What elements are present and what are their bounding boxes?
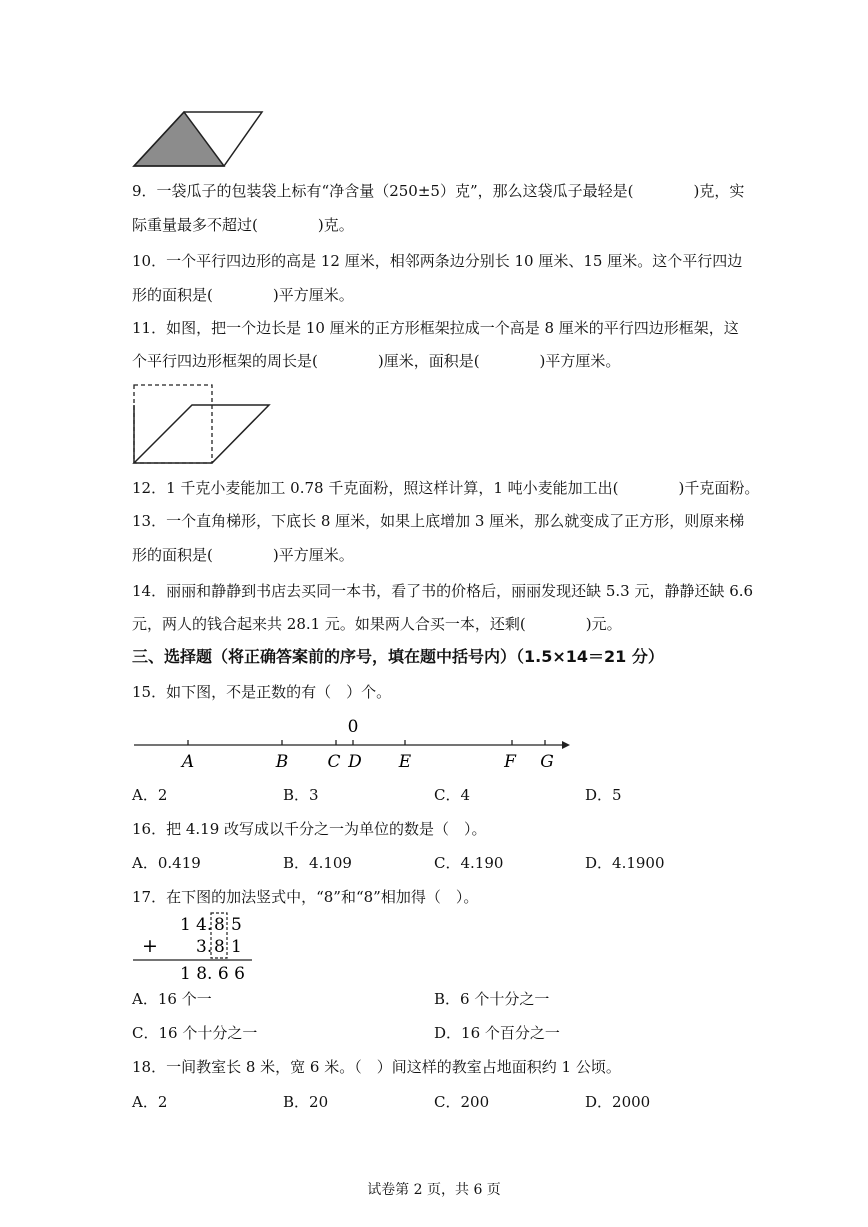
parallelogram-triangle-figure: [130, 108, 265, 170]
q17-option-b[interactable]: B．6 个十分之一: [434, 990, 550, 1008]
q14-line1: 14．丽丽和静静到书店去买同一本书，看了书的价格后，丽丽发现还缺 5.3 元，静静还缺 6.6: [132, 582, 754, 600]
q16-option-c[interactable]: C．4.190: [434, 854, 504, 872]
label-D: D: [348, 752, 362, 772]
q13-line2: 形的面积是( )平方厘米。: [132, 546, 354, 564]
label-A: A: [181, 752, 195, 772]
q17-stem: 17．在下图的加法竖式中，“8”和“8”相加得（ ）。: [132, 888, 479, 906]
plus-sign: +: [142, 935, 158, 957]
number-line: [130, 712, 575, 774]
q17-option-a[interactable]: A．16 个一: [132, 990, 212, 1008]
q15-option-c[interactable]: C．4: [434, 786, 471, 804]
row2-digit-3: 3.: [196, 937, 213, 957]
row1-digit-5: 5: [231, 915, 242, 935]
sum-result: 1 8. 6 6: [180, 964, 245, 984]
q15-option-a[interactable]: A．2: [132, 786, 168, 804]
row2-digit-8: 8: [214, 937, 225, 957]
label-E: E: [398, 752, 412, 772]
q17-option-d[interactable]: D．16 个百分之一: [434, 1024, 560, 1042]
q17-option-c[interactable]: C．16 个十分之一: [132, 1024, 258, 1042]
q11-line1: 11．如图，把一个边长是 10 厘米的正方形框架拉成一个高是 8 厘米的平行四边形框架，这: [132, 319, 739, 337]
q13-line1: 13．一个直角梯形，下底长 8 厘米，如果上底增加 3 厘米，那么就变成了正方形，则原来梯: [132, 512, 745, 530]
number-line-arrow: [562, 741, 570, 749]
q15-option-b[interactable]: B．3: [283, 786, 319, 804]
q18-stem: 18．一间教室长 8 米，宽 6 米。（ ）间这样的教室占地面积约 1 公顷。: [132, 1058, 621, 1076]
section-3-heading: 三、选择题（将正确答案前的序号，填在题中括号内）（1.5×14＝21 分）: [132, 647, 664, 666]
row2-digit-1: 1: [231, 937, 242, 957]
label-F: F: [504, 752, 516, 772]
q16-option-b[interactable]: B．4.109: [283, 854, 352, 872]
q9-line2: 际重量最多不超过( )克。: [132, 216, 354, 234]
square-to-parallelogram-figure: [132, 383, 272, 468]
q18-option-b[interactable]: B．20: [283, 1093, 329, 1111]
page-footer: 试卷第 2 页，共 6 页: [367, 1182, 501, 1198]
row1-digit-1: 1: [180, 915, 191, 935]
parallelogram-outline: [134, 405, 269, 463]
q18-option-a[interactable]: A．2: [132, 1093, 168, 1111]
row1-digit-4: 4.: [196, 915, 213, 935]
q12-line1: 12．1 千克小麦能加工 0.78 千克面粉，照这样计算，1 吨小麦能加工出( )千克面粉。: [132, 479, 760, 497]
q9-line1: 9．一袋瓜子的包装袋上标有“净含量（250±5）克”，那么这袋瓜子最轻是( )克，实: [132, 182, 745, 200]
q10-line1: 10．一个平行四边形的高是 12 厘米，相邻两条边分别长 10 厘米、15 厘米。这个平行四边: [132, 252, 743, 270]
label-G: G: [540, 752, 554, 772]
row1-digit-8: 8: [214, 915, 225, 935]
shaded-triangle: [134, 112, 224, 166]
zero-label: 0: [347, 717, 359, 737]
q15-option-d[interactable]: D．5: [585, 786, 622, 804]
q16-option-a[interactable]: A．0.419: [132, 854, 201, 872]
label-B: B: [275, 752, 289, 772]
q14-line2: 元，两人的钱合起来共 28.1 元。如果两人合买一本，还剩( )元。: [132, 615, 622, 633]
q18-option-d[interactable]: D．2000: [585, 1093, 651, 1111]
q16-stem: 16．把 4.19 改写成以千分之一为单位的数是（ ）。: [132, 820, 487, 838]
q16-option-d[interactable]: D．4.1900: [585, 854, 665, 872]
q11-line2: 个平行四边形框架的周长是( )厘米，面积是( )平方厘米。: [132, 352, 621, 370]
q18-option-c[interactable]: C．200: [434, 1093, 490, 1111]
q10-line2: 形的面积是( )平方厘米。: [132, 286, 354, 304]
label-C: C: [327, 752, 341, 772]
q15-stem: 15．如下图，不是正数的有（ ）个。: [132, 683, 392, 701]
vertical-addition: [130, 910, 260, 984]
